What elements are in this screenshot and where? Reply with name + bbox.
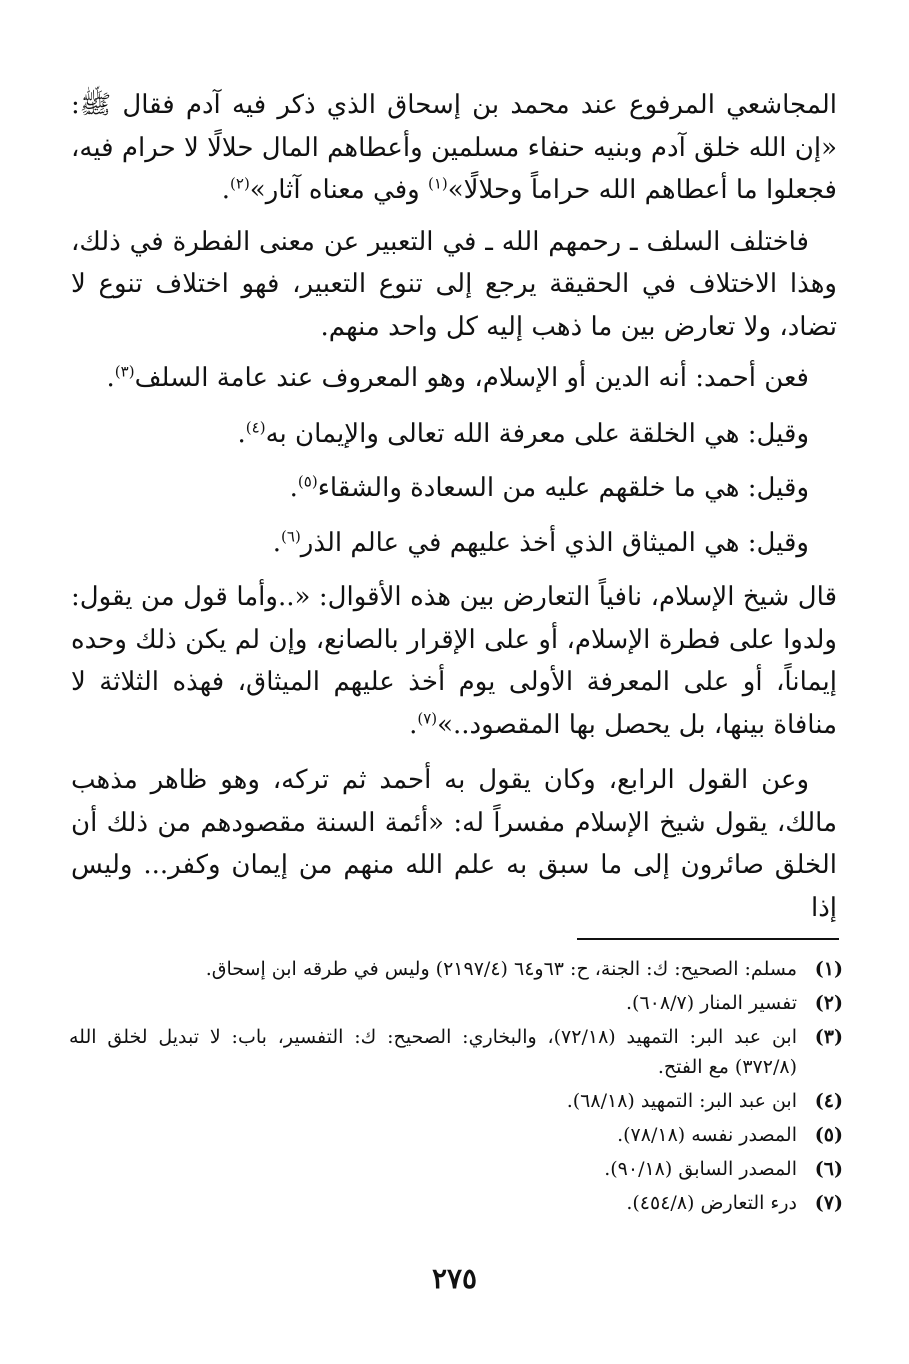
footnote-ref: (٧)	[417, 708, 438, 727]
paragraph-text: وقيل: هي ما خلقهم عليه من السعادة والشقاء	[317, 473, 809, 503]
footnotes-list	[69, 954, 843, 1222]
paragraph-ibn-taymiyyah	[71, 576, 837, 746]
footnote-number: (٥)	[814, 1124, 843, 1146]
punctuation: .	[409, 709, 418, 740]
footnote-item	[69, 1022, 843, 1082]
footnote-item	[69, 1188, 843, 1218]
page-number: ٢٧٥	[431, 1262, 478, 1295]
footnote-number: (٦)	[814, 1158, 843, 1180]
footnote-ref: (٣)	[114, 362, 135, 381]
footnote-text: ابن عبد البر: التمهيد (٧٢/١٨)، والبخاري: الصحيح: ك: التفسير، باب: لا تبديل لخلق الله (٣٧٢/٨) مع الفتح.	[69, 1026, 798, 1078]
footnote-ref: (٤)	[245, 417, 266, 436]
opinion-item	[71, 467, 837, 510]
footnote-text: ابن عبد البر: التمهيد (٦٨/١٨).	[566, 1090, 797, 1112]
footnote-item	[69, 1120, 843, 1150]
paragraph-hadith	[71, 84, 837, 212]
footnote-ref: (٢)	[230, 174, 250, 193]
paragraph-fourth-opinion: وعن القول الرابع، وكان يقول به أحمد ثم تركه، وهو ظاهر مذهب مالك، يقول شيخ الإسلام مفسراً له: «أئمة السنة مقصودهم من ذلك أن الخلق صائرون إلى ما سبق به علم الله منهم من إيمان وكفر... وليس إذا	[71, 765, 837, 923]
paragraph-ahmad	[71, 357, 837, 400]
paragraph-text: وقيل: هي الميثاق الذي أخذ عليهم في عالم الذر	[300, 527, 809, 558]
footnote-number: (٣)	[814, 1026, 843, 1048]
main-text	[71, 84, 837, 938]
footnote-number: (٧)	[814, 1192, 843, 1214]
paragraph-text: قال شيخ الإسلام، نافياً التعارض بين هذه الأقوال: «..وأما قول من يقول: ولدوا على فطرة الإسلام، أو على الإقرار بالصانع، وإن لم يكن ذلك وحده إيماناً، أو على المعرفة الأولى يوم أخذ عليهم الميثاق، فهذه الثلاثة لا منافاة بينها، بل يحصل بها المقصود..»	[71, 582, 837, 740]
punctuation: .	[272, 527, 282, 558]
footnote-item	[69, 1154, 843, 1184]
footnote-ref: (١)	[427, 174, 448, 193]
footnote-item	[69, 988, 843, 1018]
footnote-number: (١)	[814, 958, 843, 980]
paragraph-text: فعن أحمد: أنه الدين أو الإسلام، وهو المعروف عند عامة السلف	[134, 363, 809, 393]
footnote-text: تفسير المنار (٦٠٨/٧).	[626, 992, 797, 1014]
footnote-text: المصدر نفسه (٧٨/١٨).	[617, 1124, 797, 1146]
footnote-item	[69, 1086, 843, 1116]
footnote-ref: (٥)	[297, 472, 318, 491]
footnote-separator	[577, 938, 839, 940]
paragraph-text: وقيل: هي الخلقة على معرفة الله تعالى والإيمان به	[265, 418, 809, 449]
footnote-number: (٢)	[814, 992, 843, 1014]
footnote-text: درء التعارض (٤٥٤/٨).	[626, 1192, 797, 1214]
footnote-item	[69, 954, 843, 984]
punctuation: .	[289, 473, 298, 503]
footnote-text: المصدر السابق (٩٠/١٨).	[604, 1158, 797, 1180]
opinion-item	[71, 522, 837, 565]
footnote-ref: (٦)	[281, 526, 301, 545]
punctuation: .	[237, 418, 246, 449]
opinion-item	[71, 413, 837, 456]
footnote-text: مسلم: الصحيح: ك: الجنة، ح: ٦٣و٦٤ (٢١٩٧/٤) وليس في طرقه ابن إسحاق.	[205, 958, 797, 980]
paragraph-text: المجاشعي المرفوع عند محمد بن إسحاق الذي ذكر فيه آدم فقال ﷺ: «إن الله خلق آدم وبنيه حنفاء مسلمين وأعطاهم المال حلالًا لا حرام فيه، فجعلوا ما أعطاهم الله حراماً وحلالًا»	[71, 90, 837, 205]
footnote-number: (٤)	[814, 1090, 843, 1112]
paragraph-salaf-disagreement: فاختلف السلف ـ رحمهم الله ـ في التعبير عن معنى الفطرة في ذلك، وهذا الاختلاف في الحقيقة يرجع إلى تنوع التعبير، فهو اختلاف تنوع لا تضاد، ولا تعارض بين ما ذهب إليه كل واحد منهم.	[71, 226, 837, 342]
punctuation: .	[106, 363, 115, 393]
paragraph-text: وفي معناه آثار»	[249, 175, 428, 205]
punctuation: .	[221, 175, 231, 205]
